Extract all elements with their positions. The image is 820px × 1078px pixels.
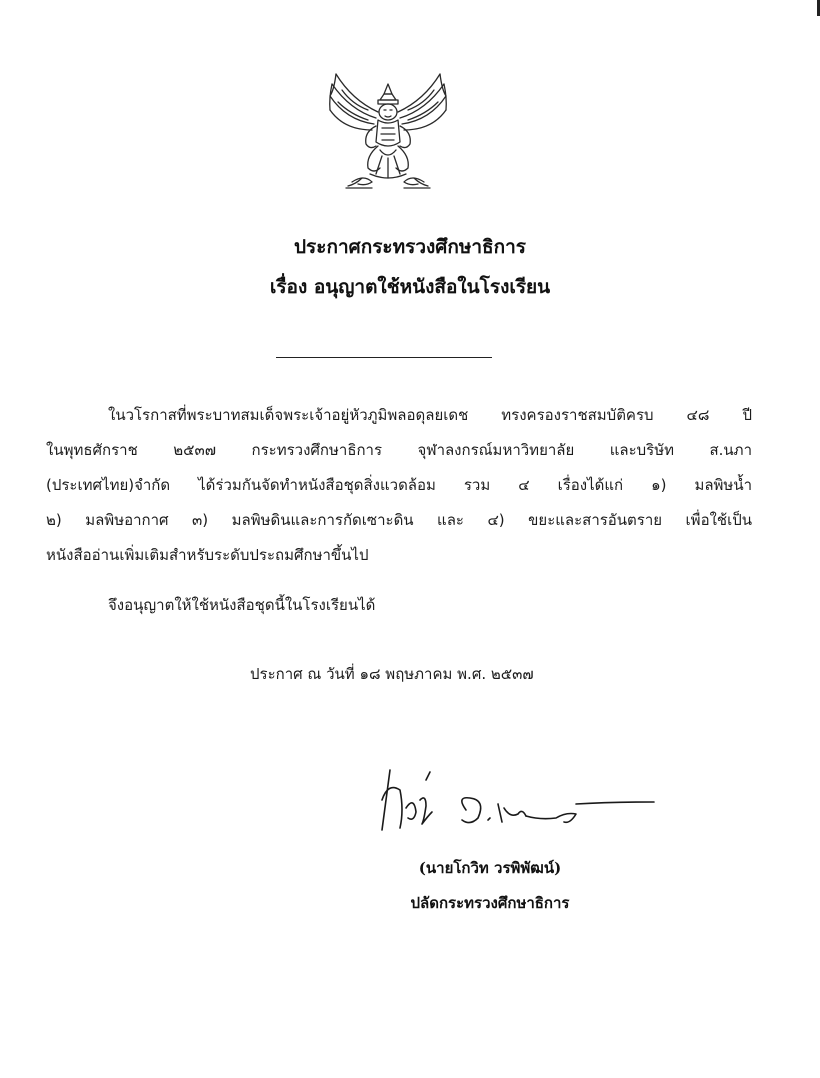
announcement-date: ประกาศ ณ วันที่ ๑๘ พฤษภาคม พ.ศ. ๒๕๓๗: [250, 665, 534, 683]
signatory-position: ปลัดกระทรวงศึกษาธิการ: [410, 894, 570, 912]
paragraph-line: ในวโรกาสที่พระบาทสมเด็จพระเจ้าอยู่หัวภูมิพลอดุลยเดช ทรงครองราชสมบัติครบ ๔๘ ปี: [108, 406, 752, 424]
paragraph-line: (ประเทศไทย)จำกัด ได้ร่วมกันจัดทำหนังสือชุดสิ่งแวดล้อม รวม ๔ เรื่องได้แก่ ๑) มลพิษน้ำ: [46, 476, 752, 494]
body-paragraph: [46, 398, 752, 573]
permission-statement: จึงอนุญาตให้ใช้หนังสือชุดนี้ในโรงเรียนได้: [108, 596, 376, 614]
paragraph-line: ๒) มลพิษอากาศ ๓) มลพิษดินและการกัดเซาะดิน และ ๔) ขยะและสารอันตราย เพื่อใช้เป็น: [46, 511, 752, 529]
announcement-title: ประกาศกระทรวงศึกษาธิการ: [293, 236, 527, 258]
garuda-emblem-icon: [322, 70, 454, 200]
signatory-name: (นายโกวิท วรพิพัฒน์): [418, 859, 562, 877]
handwritten-signature: [370, 760, 660, 840]
announcement-subject: เรื่อง อนุญาตใช้หนังสือในโรงเรียน: [269, 276, 551, 298]
title-divider: [276, 357, 492, 358]
paragraph-line: ในพุทธศักราช ๒๕๓๗ กระทรวงศึกษาธิการ จุฬาลงกรณ์มหาวิทยาลัย และบริษัท ส.นภา: [46, 441, 752, 459]
paragraph-line: หนังสืออ่านเพิ่มเติมสำหรับระดับประถมศึกษาขึ้นไป: [46, 546, 369, 564]
